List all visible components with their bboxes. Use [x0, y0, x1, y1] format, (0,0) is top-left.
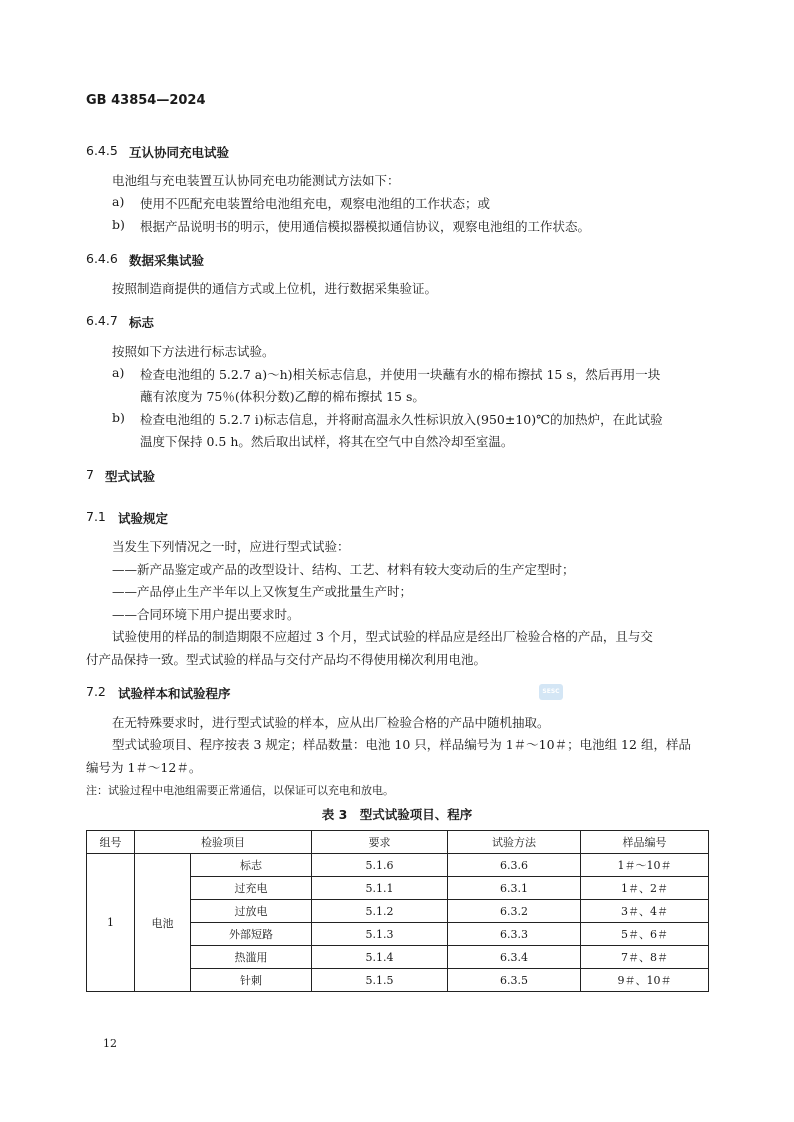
- cell-category: 电池: [135, 854, 191, 992]
- section-7-number: 7: [86, 467, 94, 482]
- section-7-1-dash-item: ——新产品鉴定或产品的改型设计、结构、工艺、材料有较大变动后的生产定型时；: [112, 562, 575, 577]
- section-7-1-dash-item: ——合同环境下用户提出要求时。: [112, 607, 300, 622]
- standard-code: GB 43854—2024: [86, 93, 206, 108]
- cell-method: 6.3.2: [448, 900, 581, 923]
- section-7-1-title: 试验规定: [118, 511, 169, 526]
- section-6-4-5-number: 6.4.5: [86, 143, 118, 158]
- section-6-4-5-item-a-marker: a): [112, 194, 125, 209]
- section-7-2-line1: 在无特殊要求时，进行型式试验的样本，应从出厂检验合格的产品中随机抽取。: [112, 715, 550, 730]
- cell-requirement: 5.1.3: [312, 923, 448, 946]
- section-6-4-5-item-b: 根据产品说明书的明示，使用通信模拟器模拟通信协议，观察电池组的工作状态。: [140, 219, 591, 234]
- section-7-2-number: 7.2: [86, 684, 106, 699]
- section-6-4-7-item-b-line2: 温度下保持 0.5 h。然后取出试样，将其在空气中自然冷却至室温。: [140, 434, 514, 449]
- cell-requirement: 5.1.4: [312, 946, 448, 969]
- section-7-title: 型式试验: [105, 469, 156, 484]
- section-7-1-number: 7.1: [86, 509, 106, 524]
- section-7-2-line2: 型式试验项目、程序按表 3 规定；样品数量：电池 10 只，样品编号为 1＃～10＃；电池组 12 组，样品: [112, 737, 691, 752]
- header-sample: 样品编号: [581, 831, 709, 854]
- section-6-4-5-intro: 电池组与充电装置互认协同充电功能测试方法如下：: [112, 173, 400, 188]
- cell-sample: 1＃～10＃: [581, 854, 709, 877]
- cell-group-number: 1: [87, 854, 135, 992]
- section-7-1-paragraph-line1: 试验使用的样品的制造期限不应超过 3 个月，型式试验的样品应是经出厂检验合格的产品，且与交: [112, 629, 653, 644]
- section-6-4-5-item-a: 使用不匹配充电装置给电池组充电，观察电池组的工作状态；或: [140, 196, 491, 211]
- section-6-4-6-body: 按照制造商提供的通信方式或上位机，进行数据采集验证。: [112, 281, 438, 296]
- section-7-2-title: 试验样本和试验程序: [118, 686, 231, 701]
- section-6-4-7-intro: 按照如下方法进行标志试验。: [112, 344, 275, 359]
- cell-requirement: 5.1.5: [312, 969, 448, 992]
- section-6-4-7-title: 标志: [129, 315, 155, 330]
- section-6-4-7-item-a-line1: 检查电池组的 5.2.7 a)～h)相关标志信息，并使用一块蘸有水的棉布擦拭 15 s，然后再用一块: [140, 367, 661, 382]
- table-row: [87, 854, 709, 877]
- section-6-4-6-title: 数据采集试验: [129, 253, 205, 268]
- section-6-4-7-item-a-line2: 蘸有浓度为 75％(体积分数)乙醇的棉布擦拭 15 s。: [140, 389, 425, 404]
- section-6-4-7-item-a-marker: a): [112, 365, 125, 380]
- cell-item: 标志: [191, 854, 312, 877]
- header-requirement: 要求: [312, 831, 448, 854]
- cell-method: 6.3.3: [448, 923, 581, 946]
- section-7-1-intro: 当发生下列情况之一时，应进行型式试验：: [112, 539, 350, 554]
- cell-sample: 1＃、2＃: [581, 877, 709, 900]
- section-7-1-dash-item: ——产品停止生产半年以上又恢复生产或批量生产时；: [112, 584, 413, 599]
- header-item: 检验项目: [135, 831, 312, 854]
- section-6-4-7-number: 6.4.7: [86, 313, 118, 328]
- cell-requirement: 5.1.1: [312, 877, 448, 900]
- cell-item: 过充电: [191, 877, 312, 900]
- page-number: 12: [103, 1037, 117, 1050]
- cell-sample: 5＃、6＃: [581, 923, 709, 946]
- cell-item: 热滥用: [191, 946, 312, 969]
- cell-item: 外部短路: [191, 923, 312, 946]
- section-6-4-7-item-b-marker: b): [112, 410, 125, 425]
- section-6-4-5-item-b-marker: b): [112, 217, 125, 232]
- cell-requirement: 5.1.6: [312, 854, 448, 877]
- cell-item: 过放电: [191, 900, 312, 923]
- section-6-4-6-number: 6.4.6: [86, 251, 118, 266]
- cell-requirement: 5.1.2: [312, 900, 448, 923]
- header-group: 组号: [87, 831, 135, 854]
- cell-sample: 7＃、8＃: [581, 946, 709, 969]
- watermark-logo: SESC: [539, 684, 563, 700]
- cell-sample: 9＃、10＃: [581, 969, 709, 992]
- cell-item: 针刺: [191, 969, 312, 992]
- section-7-1-paragraph-line2: 付产品保持一致。型式试验的样品与交付产品均不得使用梯次利用电池。: [86, 652, 487, 667]
- cell-method: 6.3.4: [448, 946, 581, 969]
- section-6-4-7-item-b-line1: 检查电池组的 5.2.7 i)标志信息，并将耐高温永久性标识放入(950±10)℃的加热炉，在此试验: [140, 412, 663, 427]
- header-method: 试验方法: [448, 831, 581, 854]
- section-6-4-5-title: 互认协同充电试验: [129, 145, 230, 160]
- cell-method: 6.3.5: [448, 969, 581, 992]
- section-7-2-note: 注：试验过程中电池组需要正常通信，以保证可以充电和放电。: [86, 784, 394, 797]
- cell-sample: 3＃、4＃: [581, 900, 709, 923]
- cell-method: 6.3.1: [448, 877, 581, 900]
- section-7-2-line3: 编号为 1＃～12＃。: [86, 760, 202, 775]
- table-3: [86, 830, 709, 992]
- table-3-caption: 表 3 型式试验项目、程序: [321, 807, 473, 822]
- cell-method: 6.3.6: [448, 854, 581, 877]
- table-header-row: [87, 831, 709, 854]
